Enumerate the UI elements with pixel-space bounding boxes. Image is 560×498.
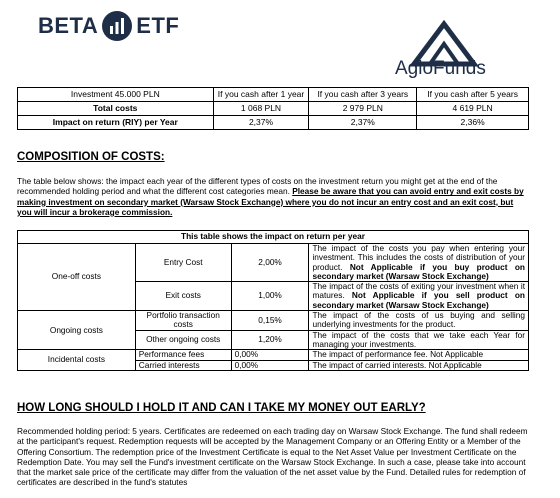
row-label: Total costs (18, 102, 214, 116)
composition-emphasis: Please be aware that you can avoid entry and exit costs by making investment on secondary market (Warsaw Stock Exchange) where you do not incur an entry cost and an exit cost, but you will incur a brokerage commission. (17, 186, 524, 217)
cost-value: 0,00% (231, 350, 309, 360)
cost-description: The impact of performance fee. Not Applicable (309, 350, 529, 360)
table-heading: This table shows the impact on return per year (18, 231, 529, 244)
row-label: Impact on return (RIY) per Year (18, 116, 214, 130)
column-header: If you cash after 1 year (213, 88, 309, 102)
cost-value: 0,00% (231, 360, 309, 370)
holding-period-title: HOW LONG SHOULD I HOLD IT AND CAN I TAKE MY MONEY OUT EARLY? (17, 402, 426, 414)
cost-value: 2,00% (231, 244, 309, 282)
cost-value: 1,20% (231, 330, 309, 350)
cost-description: The impact of carried interests. Not Applicable (309, 360, 529, 370)
column-header: If you cash after 5 years (417, 88, 529, 102)
table-cell: 2,37% (213, 116, 309, 130)
composition-title: COMPOSITION OF COSTS: (17, 151, 165, 163)
table-cell: 1 068 PLN (213, 102, 309, 116)
cost-group-label: Incidental costs (18, 350, 136, 371)
table-cell: 2,37% (309, 116, 417, 130)
table-row (18, 311, 529, 331)
cost-group-label: One-off costs (18, 244, 136, 311)
cost-value: 0,15% (231, 311, 309, 331)
cost-description (309, 282, 529, 311)
costs-over-time-table (17, 87, 529, 130)
cost-description: The impact of the costs that we take each Year for managing your investments. (309, 330, 529, 350)
composition-paragraph (17, 176, 529, 217)
table-header-row (18, 231, 529, 244)
impact-on-return-table (17, 230, 529, 371)
table-header-row (18, 88, 529, 102)
description-text: The impact of the costs you pay when entering your investment. This includes the costs of distribution of your product. (312, 243, 525, 272)
table-row (18, 116, 529, 130)
holding-period-paragraph: Recommended holding period: 5 years. Certificates are redeemed on each trading day on Warsaw Stock Exchange. The fund shall redeem at the participant's request. Redemption requests will be accepted by the Management Company or an Offering Entity or a Member of the Offering Consortium. The redemption price of the Investment Certificate is equal to the Net Asset Value per Investment Certificate on the Redemption Date. You may sell the Fund's investment certificate on the Warsaw Stock Exchange. In such a case, please take into account that the market sale price of the certificate may differ from the valuation of the net asset value by the Fund. Detailed rules for redemption of certificates are described in the fund's statutes (17, 426, 528, 488)
beta-etf-logo (38, 10, 179, 42)
table-cell: 4 619 PLN (417, 102, 529, 116)
beta-logo-text: BETA (38, 13, 99, 38)
table-cell: 2,36% (417, 116, 529, 130)
table-row (18, 102, 529, 116)
table-row (18, 350, 529, 360)
cost-type: Exit costs (135, 282, 231, 311)
agiofunds-logo-text: AgioFunds (395, 58, 486, 79)
cost-type: Portfolio transaction costs (135, 311, 231, 331)
table-cell: 2 979 PLN (309, 102, 417, 116)
cost-type: Entry Cost (135, 244, 231, 282)
cost-value: 1,00% (231, 282, 309, 311)
description-text: The impact of the costs of exiting your investment when it matures. (312, 281, 525, 301)
column-header: If you cash after 3 years (309, 88, 417, 102)
cost-description: The impact of the costs of us buying and selling underlying investments for the product. (309, 311, 529, 331)
bar-chart-icon (102, 11, 132, 41)
description-bold: Not Applicable if you buy product on secondary market (Warsaw Stock Exchange) (312, 261, 525, 281)
cost-type: Other ongoing costs (135, 330, 231, 350)
cost-type: Performance fees (135, 350, 231, 360)
description-bold: Not Applicable if you sell product on secondary market (Warsaw Stock Exchange) (312, 290, 525, 310)
cost-group-label: Ongoing costs (18, 311, 136, 350)
table-row (18, 244, 529, 282)
cost-type: Carried interests (135, 360, 231, 370)
composition-intro: The table below shows: the impact each year of the different types of costs on the investment return you might get at the end of the recommended holding period and what the different cost categories mean. (17, 176, 498, 197)
etf-logo-text: ETF (136, 13, 180, 38)
cost-description (309, 244, 529, 282)
investment-label: Investment 45.000 PLN (18, 88, 214, 102)
